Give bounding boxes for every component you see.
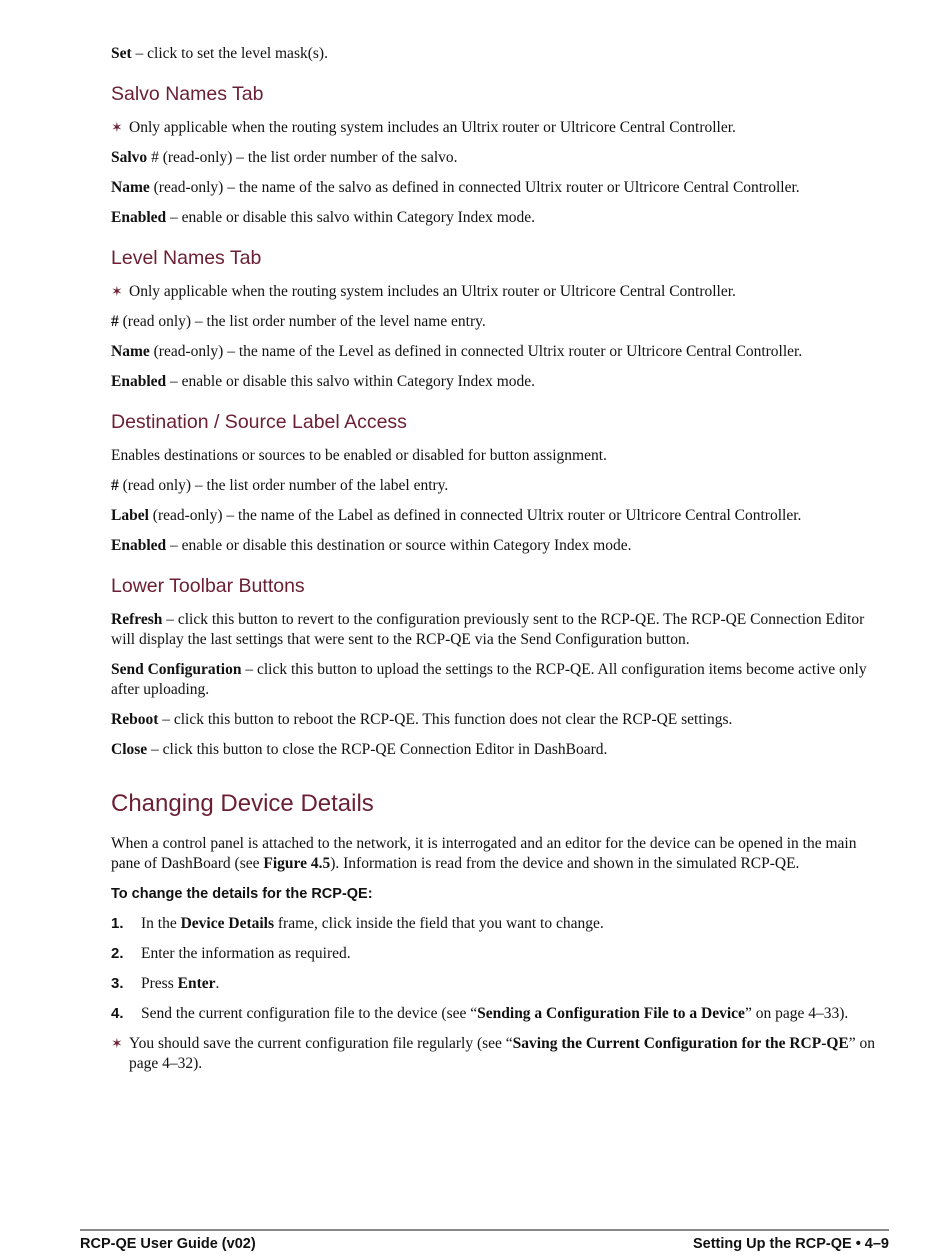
step-item	[111, 1004, 889, 1024]
star-icon: ✶	[111, 120, 123, 136]
step-text: Enter the information as required.	[141, 945, 351, 962]
term: Set	[111, 45, 132, 62]
star-icon: ✶	[111, 284, 123, 300]
device-details-intro	[111, 834, 889, 874]
note-text: ” on page 4–32).	[129, 1035, 876, 1072]
step-number: 2.	[111, 945, 124, 962]
document-page	[111, 44, 889, 1084]
term: #	[111, 313, 119, 330]
term: Salvo	[111, 149, 148, 166]
device-details-heading: Changing Device Details	[111, 790, 374, 817]
set-definition	[111, 44, 889, 64]
note-text: You should save the current configuration file regularly (see “	[129, 1035, 513, 1052]
description: (read-only) – the name of the Level as defined in connected Ultrix router or Ultricore Central Controller.	[149, 343, 803, 360]
term: Refresh	[111, 611, 163, 628]
definition-item	[111, 476, 889, 496]
term: Reboot	[111, 711, 159, 728]
term: Label	[111, 507, 149, 524]
definition-item	[111, 710, 889, 730]
definition-item	[111, 536, 889, 556]
step-text: Send the current configuration file to the device (see “	[141, 1005, 478, 1022]
definition-item	[111, 610, 889, 650]
term: #	[111, 477, 119, 494]
cross-reference-link[interactable]: Saving the Current Configuration for the RCP-QE	[512, 1035, 849, 1052]
definition-item	[111, 312, 889, 332]
definition-item	[111, 740, 889, 760]
term: Close	[111, 741, 148, 758]
description: – click this button to upload the settings to the RCP-QE. All configuration items become active only after uploading.	[111, 661, 867, 698]
description: – enable or disable this salvo within Category Index mode.	[166, 209, 536, 226]
star-icon: ✶	[111, 1036, 123, 1052]
procedure-title: To change the details for the RCP-QE:	[111, 886, 373, 902]
definition-item	[111, 372, 889, 392]
description: – click to set the level mask(s).	[131, 45, 328, 62]
level-names-heading: Level Names Tab	[111, 247, 262, 269]
intro-text: When a control panel is attached to the network, it is interrogated and an editor for the device can be opened in the main pane of DashBoard (see	[111, 835, 857, 872]
toolbar-heading: Lower Toolbar Buttons	[111, 575, 305, 597]
definition-item	[111, 506, 889, 526]
step-text: .	[215, 975, 220, 992]
step-item	[111, 914, 889, 934]
term: Name	[111, 343, 150, 360]
description: – enable or disable this salvo within Category Index mode.	[166, 373, 536, 390]
definition-item	[111, 342, 889, 362]
cross-reference-link[interactable]: Sending a Configuration File to a Device	[477, 1005, 745, 1022]
term: Enabled	[111, 373, 167, 390]
description: – click this button to reboot the RCP-QE. This function does not clear the RCP-QE settings.	[158, 711, 733, 728]
description: (read-only) – the name of the Label as defined in connected Ultrix router or Ultricore Central Controller.	[148, 507, 802, 524]
term: Enabled	[111, 537, 167, 554]
level-names-note	[111, 282, 889, 302]
footer-document-title: RCP-QE User Guide (v02)	[80, 1236, 256, 1252]
page-footer	[80, 1236, 889, 1252]
description: (read-only) – the name of the salvo as defined in connected Ultrix router or Ultricore Central Controller.	[149, 179, 800, 196]
label-access-heading: Destination / Source Label Access	[111, 411, 407, 433]
term: Name	[111, 179, 150, 196]
description: – click this button to close the RCP-QE Connection Editor in DashBoard.	[147, 741, 608, 758]
salvo-names-note	[111, 118, 889, 138]
step-text: In the	[141, 915, 181, 932]
procedure-steps	[111, 914, 889, 1024]
label-access-intro: Enables destinations or sources to be enabled or disabled for button assignment.	[111, 447, 607, 464]
save-note	[111, 1034, 889, 1074]
step-item	[111, 974, 889, 994]
intro-text: ). Information is read from the device and shown in the simulated RCP-QE.	[330, 855, 800, 872]
description: – enable or disable this destination or source within Category Index mode.	[166, 537, 632, 554]
step-number: 3.	[111, 975, 124, 992]
step-item	[111, 944, 889, 964]
figure-reference[interactable]: Figure 4.5	[263, 855, 331, 872]
definition-item	[111, 178, 889, 198]
step-text: ” on page 4–33).	[744, 1005, 849, 1022]
description: # (read-only) – the list order number of the salvo.	[147, 149, 458, 166]
note-text: Only applicable when the routing system includes an Ultrix router or Ultricore Central Controller.	[129, 283, 736, 300]
step-emphasis: Device Details	[180, 915, 275, 932]
description: – click this button to revert to the configuration previously sent to the RCP-QE. The RCP-QE Connection Editor will display the last settings that were sent to the RCP-QE via the Send Configuration button.	[111, 611, 865, 648]
term: Send Configuration	[111, 661, 242, 678]
step-number: 1.	[111, 915, 124, 932]
step-text: Press	[141, 975, 178, 992]
definition-item	[111, 208, 889, 228]
step-emphasis: Enter	[177, 975, 216, 992]
step-number: 4.	[111, 1005, 124, 1022]
step-text: frame, click inside the field that you want to change.	[274, 915, 604, 932]
salvo-names-heading: Salvo Names Tab	[111, 83, 264, 105]
description: (read only) – the list order number of the level name entry.	[118, 313, 486, 330]
definition-item	[111, 660, 889, 700]
footer-divider	[80, 1229, 889, 1231]
description: (read only) – the list order number of the label entry.	[118, 477, 449, 494]
term: Enabled	[111, 209, 167, 226]
definition-item	[111, 148, 889, 168]
note-text: Only applicable when the routing system includes an Ultrix router or Ultricore Central Controller.	[129, 119, 736, 136]
footer-section-page: Setting Up the RCP-QE • 4–9	[692, 1236, 889, 1252]
